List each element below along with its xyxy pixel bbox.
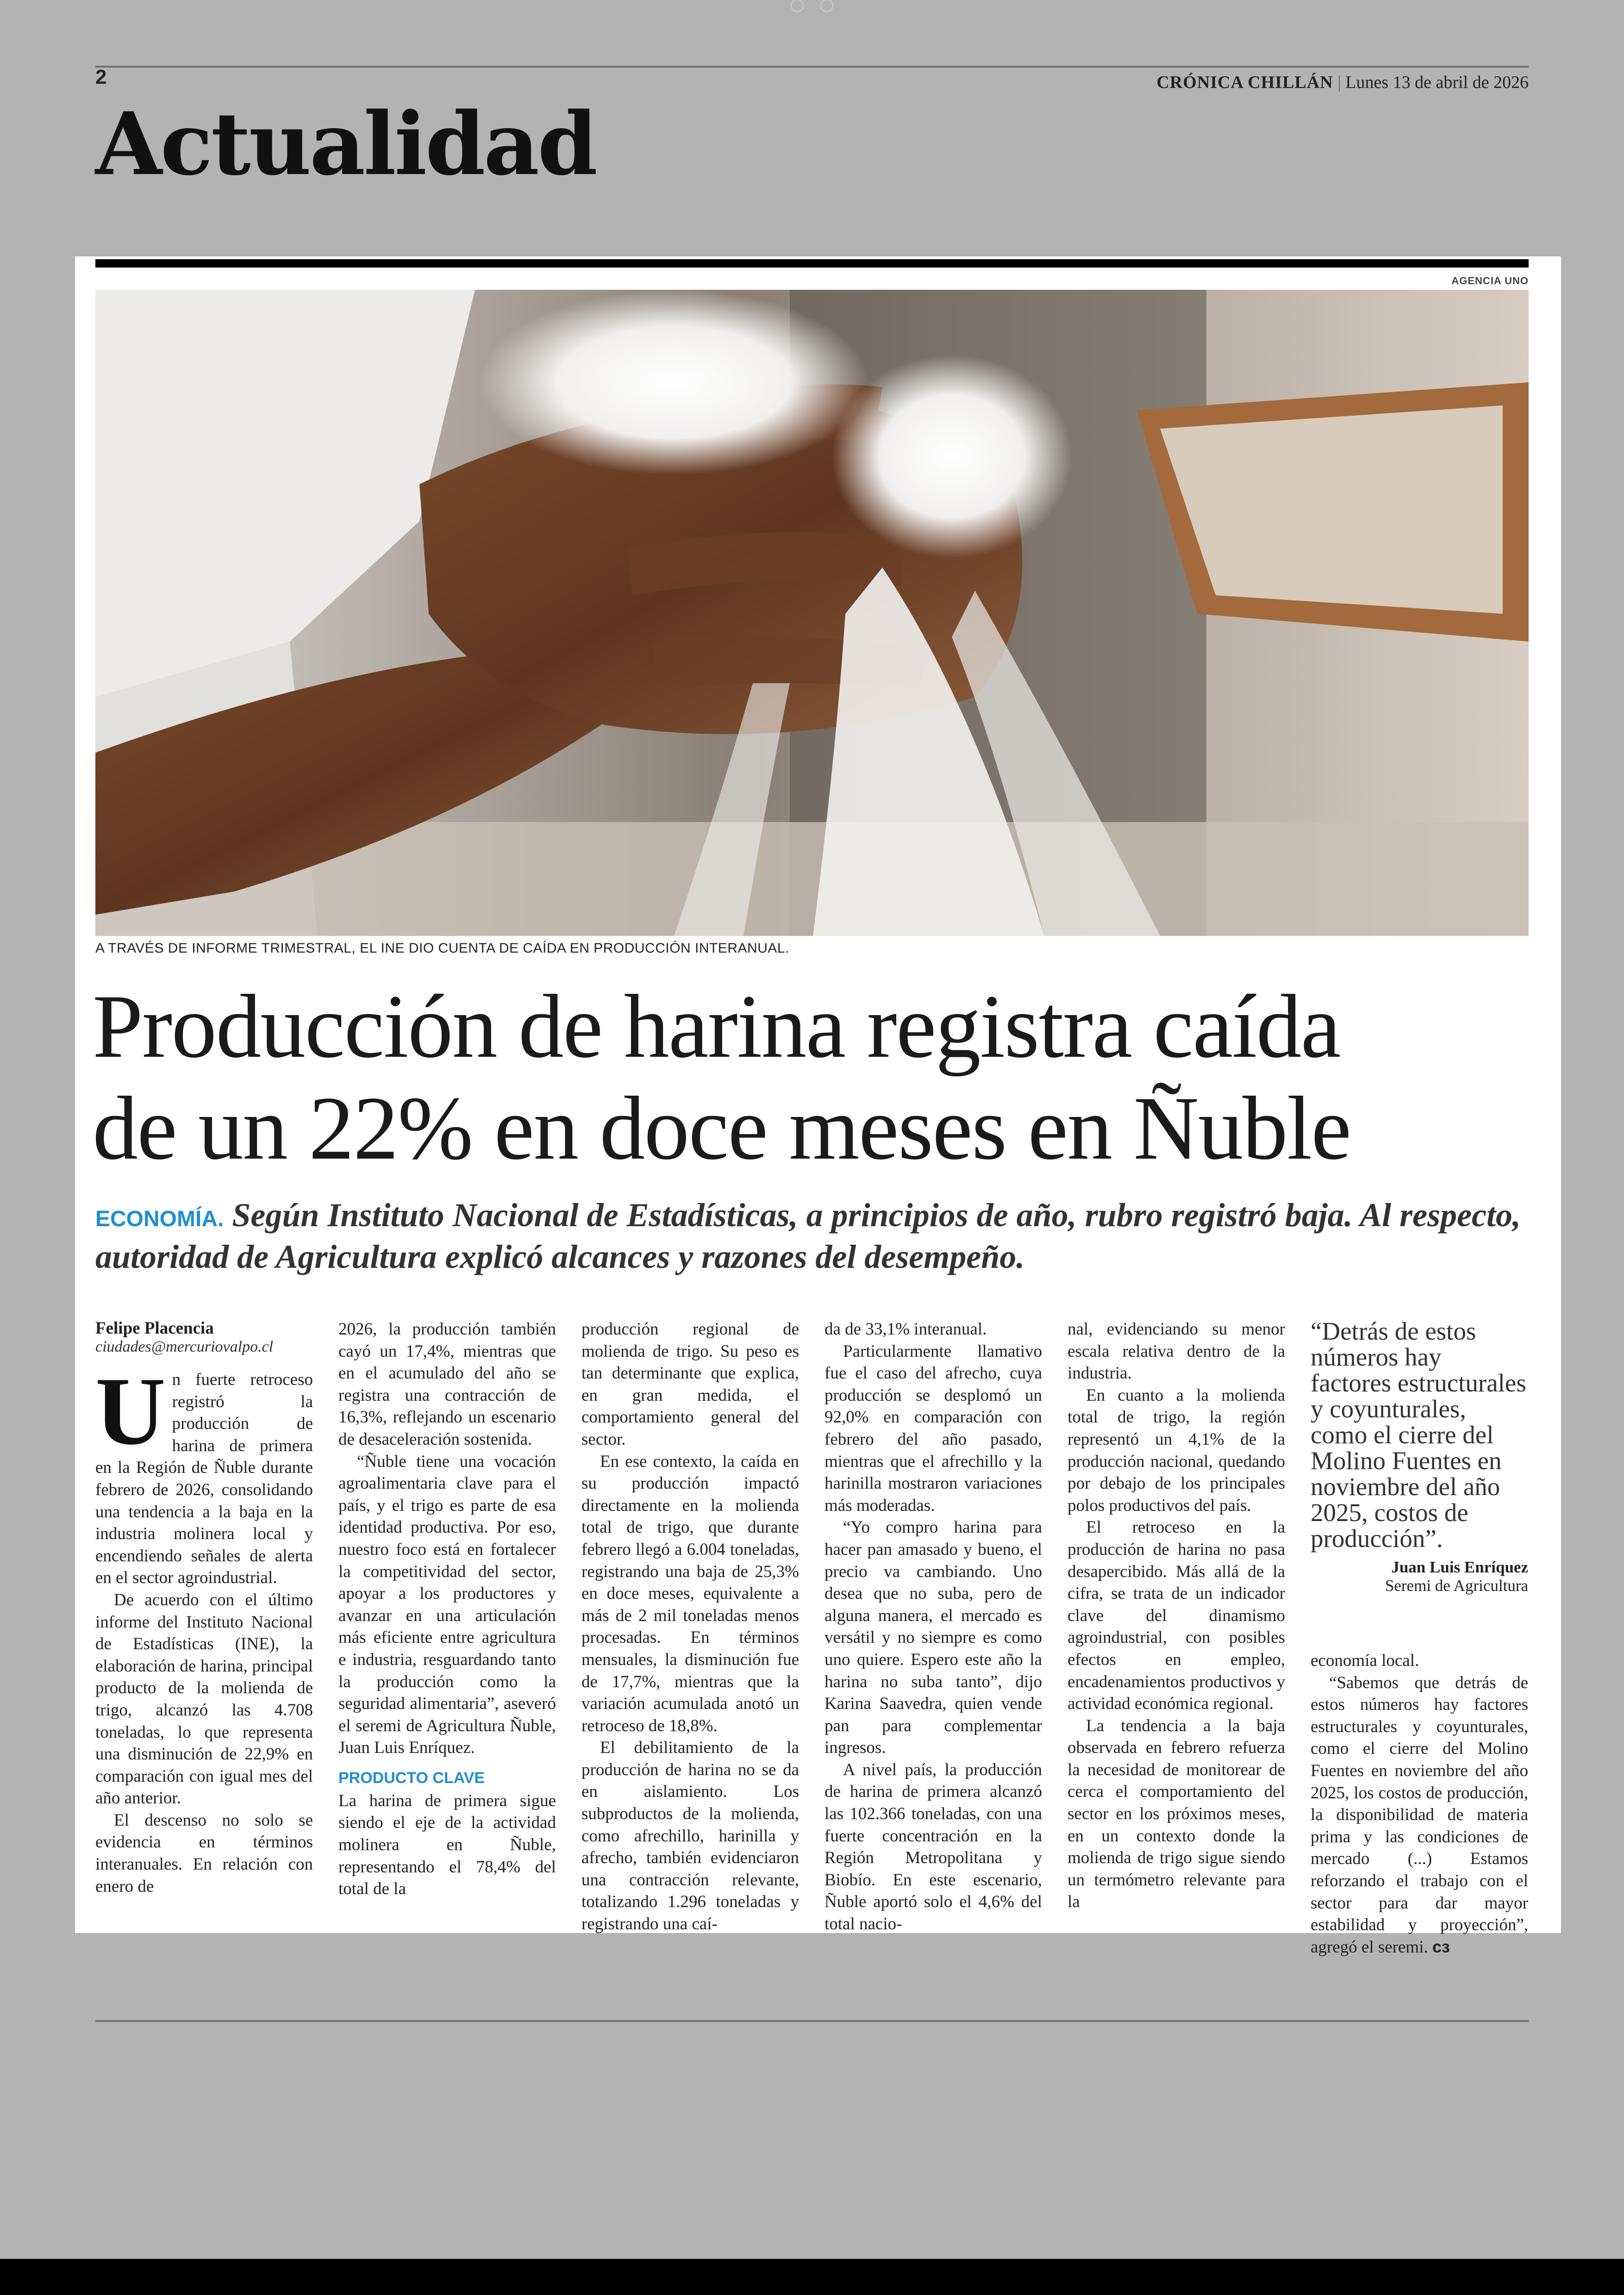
article-deck: [95, 1194, 1535, 1278]
subheading: PRODUCTO CLAVE: [338, 1769, 485, 1787]
paragraph: “Sabemos que detrás de estos números hay factores estructurales y coyunturales, como el cierre del Molino Fuentes en noviembre del año 2025, los costos de producción, la disponibilidad de materia prima y las condiciones de mercado (...) Estamos reforzando el trabajo con el sector para dar mayor estabilidad y proyección”, agregó el seremi. cз: [1311, 1673, 1528, 1957]
paragraph: De acuerdo con el último informe del Instituto Nacional de Estadísticas (INE), la elaboración de harina, principal producto de la molienda de trigo, alcanzó las 4.708 toneladas, lo que representa una disminución de 22,9% en comparación con igual mes del año anterior.: [95, 1590, 313, 1808]
drop-cap: U: [95, 1358, 166, 1465]
paragraph: El retroceso en la producción de harina no pasa desapercibido. Más allá de la cifra, se trata de un indicador clave del dinamismo agroindustrial, con posibles efectos en empleo, encadenamientos productivos y actividad económica regional.: [1068, 1518, 1285, 1714]
paragraph: La tendencia a la baja observada en febrero refuerza la necesidad de monitorear de cerca el comportamiento del sector en los próximos meses, en un contexto donde la molienda de trigo sigue siendo un termómetro relevante para la: [1068, 1716, 1285, 1912]
quote-author: Juan Luis Enríquez: [1391, 1558, 1528, 1576]
headline-line: Producción de harina registra caída: [93, 976, 1340, 1077]
paragraph: producción regional de molienda de trigo. Su peso es tan determinante que explica, en gran medida, el comportamiento general del sector.: [581, 1320, 799, 1449]
publication-name: CRÓNICA CHILLÁN: [1156, 73, 1333, 92]
scroll-indicator: [785, 0, 839, 14]
paragraph: nal, evidenciando su menor escala relativa dentro de la industria.: [1068, 1320, 1285, 1383]
author-name: Felipe Placencia: [95, 1319, 214, 1338]
article-column-1: [95, 1318, 313, 1897]
article-column-5: [1068, 1318, 1285, 1913]
headline: [93, 976, 1551, 1179]
paragraph: El debilitamiento de la producción de harina no se da en aislamiento. Los subproductos de la molienda, como afrechillo, harinilla y afrecho, también evidenciaron una contracción relevante, totalizando 1.296 toneladas y registrando una caí-: [581, 1738, 799, 1934]
paragraph: En cuanto a la molienda total de trigo, la región representó un 4,1% de la producción nacional, quedando por debajo de los principales polos productivos del país.: [1068, 1385, 1285, 1515]
paragraph: Particularmente llamativo fue el caso del afrecho, cuya producción se desplomó un 92,0% en comparación con febrero del año pasado, mientras que el afrechillo y la harinilla mostraron variaciones más moderadas.: [824, 1341, 1042, 1515]
paragraph: En ese contexto, la caída en su producción impactó directamente en la molienda total de trigo, que durante febrero llegó a 6.004 toneladas, registrando una baja de 25,3% en doce meses, equivalente a más de 2 mil toneladas menos procesadas. En términos mensuales, la disminución fue de 17,7%, mientras que la variación acumulada anotó un retroceso de 18,8%.: [581, 1452, 799, 1735]
article-photo: [95, 290, 1529, 936]
paragraph: “Yo compro harina para hacer pan amasado y bueno, el precio va cambiando. Uno desea que no suba, pero de alguna manera, el mercado es versátil y no siempre es como uno quiere. Espero este año la harina no suba tanto”, dijo Karina Saavedra, quien vende pan para complementar ingresos.: [824, 1518, 1042, 1758]
paragraph: “Ñuble tiene una vocación agroalimentaria clave para el país, y el trigo es parte de esa identidad productiva. Por eso, nuestro foco está en fortalecer la competitividad del sector, apoyar a los productores y avanzar en una articulación más eficiente entre agricultura e industria, resguardando tanto la producción como la seguridad alimentaria”, aseveró el seremi de Agricultura Ñuble, Juan Luis Enríquez.: [338, 1452, 556, 1758]
paragraph: economía local.: [1311, 1651, 1419, 1670]
article-column-6: [1311, 1318, 1528, 1958]
masthead: CRÓNICA CHILLÁN | Lunes 13 de abril de 2026: [1156, 73, 1529, 92]
section-kicker: ECONOMÍA.: [95, 1207, 224, 1231]
paragraph: 2026, la producción también cayó un 17,4%, mientras que en el acumulado del año se registra una contracción de 16,3%, reflejando un escenario de desaceleración sostenida.: [338, 1320, 556, 1449]
page-number: 2: [95, 66, 107, 88]
article-column-2: [338, 1318, 556, 1900]
article-column-4: [824, 1318, 1042, 1935]
article-top-bar: [95, 259, 1529, 268]
pull-quote: “Detrás de estos números hay factores estructurales y coyunturales, como el cierre del Molino Fuentes en noviembre del año 2025, costos de producción”.: [1311, 1317, 1526, 1553]
photo-caption: A TRAVÉS DE INFORME TRIMESTRAL, EL INE DIO CUENTA DE CAÍDA EN PRODUCCIÓN INTERANUAL.: [95, 941, 789, 956]
photo-credit: AGENCIA UNO: [1451, 275, 1529, 287]
author-email: ciudades@mercuriovalpo.cl: [95, 1338, 274, 1355]
paragraph: El descenso no solo se evidencia en términos interanuales. En relación con enero de: [95, 1810, 313, 1896]
paragraph: La harina de primera sigue siendo el eje de la actividad molinera en Ñuble, representando el 78,4% del total de la: [338, 1791, 556, 1899]
article-column-3: [581, 1318, 799, 1935]
paragraph: A nivel país, la producción de harina de primera alcanzó las 102.366 toneladas, con una fuerte concentración en la Región Metropolitana y Biobío. En este escenario, Ñuble aportó solo el 4,6% del total nacio-: [824, 1760, 1042, 1934]
section-title: Actualidad: [95, 93, 596, 194]
end-mark-icon: cз: [1432, 1937, 1450, 1956]
bottom-rule: [95, 2020, 1529, 2022]
quote-role: Seremi de Agricultura: [1385, 1577, 1528, 1595]
deck-text: Según Instituto Nacional de Estadísticas, a principios de año, rubro registró baja. Al respecto, autoridad de Agricultura explicó alcances y razones del desempeño.: [95, 1197, 1521, 1275]
viewer-bottom-bar: [0, 2259, 1624, 2295]
paragraph: Un fuerte retroceso registró la producción de harina de primera en la Región de Ñuble durante febrero de 2026, consolidando una tendencia a la baja en la industria molinera local y encendiendo señales de alerta en el sector agroindustrial.: [95, 1358, 313, 1588]
header-rule: [95, 66, 1529, 68]
publication-date: Lunes 13 de abril de 2026: [1345, 73, 1529, 92]
paragraph: da de 33,1% interanual.: [824, 1320, 987, 1339]
headline-line: de un 22% en doce meses en Ñuble: [93, 1078, 1351, 1179]
